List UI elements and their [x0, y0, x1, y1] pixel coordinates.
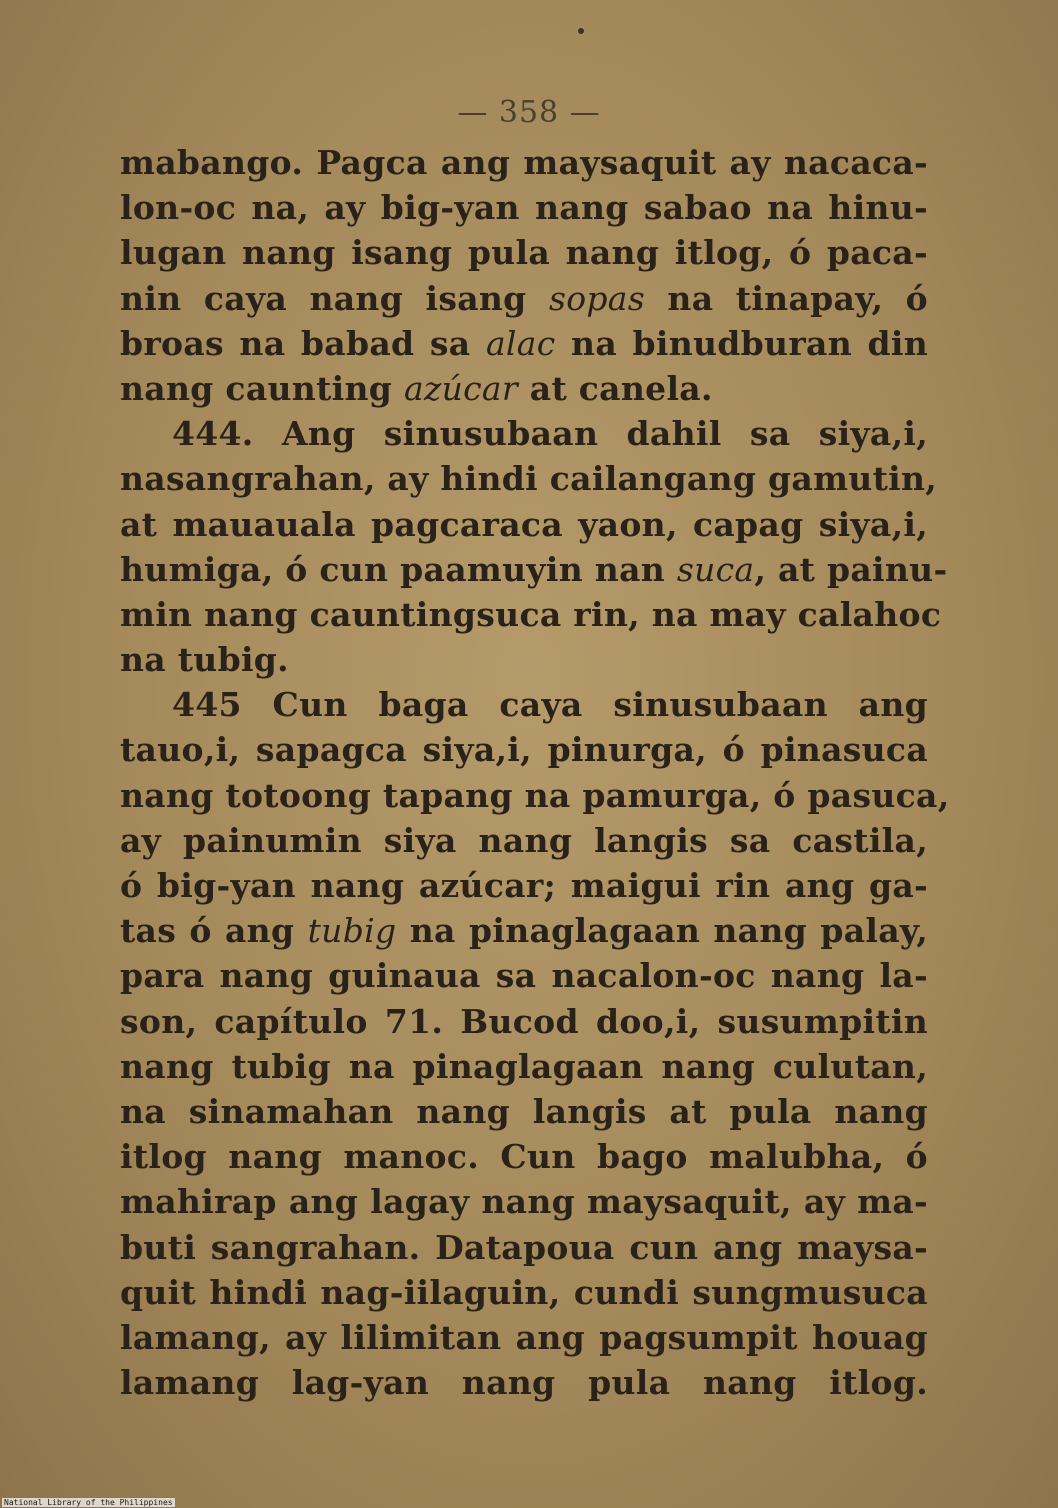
- text-line: nin caya nang isang sopas na tinapay, ó: [120, 278, 928, 318]
- text-line: broas na babad sa alac na binudburan din: [120, 323, 928, 363]
- text-line: quit hindi nag-iilaguin, cundi sungmusuca: [120, 1272, 928, 1312]
- text-line: itlog nang manoc. Cun bago malubha, ó: [120, 1137, 928, 1177]
- text-line: na tubig.: [120, 640, 289, 680]
- text-line: mahirap ang lagay nang maysaquit, ay ma-: [120, 1182, 928, 1222]
- text-line: nang totoong tapang na pamurga, ó pasuca,: [120, 775, 950, 815]
- text-line-final: lamang lag-yan nang pula nang itlog.: [120, 1363, 928, 1403]
- text-line: nasangrahan, ay hindi cailangang gamutin,: [120, 459, 938, 499]
- text-line: nang caunting azúcar at canela.: [120, 368, 713, 408]
- library-watermark: National Library of the Philippines: [4, 1498, 173, 1507]
- body-text: [120, 140, 950, 1405]
- text-line: buti sangrahan. Datapoua cun ang maysa-: [120, 1227, 928, 1267]
- text-line: na sinamahan nang langis at pula nang: [120, 1091, 928, 1131]
- text-line: min nang cauntingsuca rin, na may calahoc: [120, 594, 942, 634]
- text-line: humiga, ó cun paamuyin nan suca, at painu-: [120, 549, 948, 589]
- text-line: at mauauala pagcaraca yaon, capag siya,i,: [120, 504, 928, 544]
- text-line: ay painumin siya nang langis sa castila,: [120, 820, 928, 860]
- paragraph-445-start: 445 Cun baga caya sinusubaan ang: [172, 685, 928, 725]
- text-line: ó big-yan nang azúcar; maigui rin ang ga-: [120, 866, 928, 905]
- page-number: — 358 —: [457, 95, 601, 130]
- paragraph-444-start: 444. Ang sinusubaan dahil sa siya,i,: [172, 414, 928, 454]
- text-line: tauo,i, sapagca siya,i, pinurga, ó pinasuca: [120, 730, 928, 770]
- text-line: para nang guinaua sa nacalon-oc nang la-: [120, 956, 928, 996]
- text-line: son, capítulo 71. Bucod doo,i, susumpitin: [120, 1001, 928, 1041]
- text-line: tas ó ang tubig na pinaglagaan nang palay,: [120, 911, 928, 951]
- text-line: lamang, ay lilimitan ang pagsumpit houag: [120, 1317, 928, 1357]
- text-line: mabango. Pagca ang maysaquit ay nacaca-: [120, 143, 928, 182]
- text-line: nang tubig na pinaglagaan nang culutan,: [120, 1046, 928, 1086]
- text-line: lugan nang isang pula nang itlog, ó paca-: [120, 233, 928, 273]
- text-line: lon-oc na, ay big-yan nang sabao na hinu-: [120, 188, 928, 228]
- ink-speck: [578, 28, 584, 34]
